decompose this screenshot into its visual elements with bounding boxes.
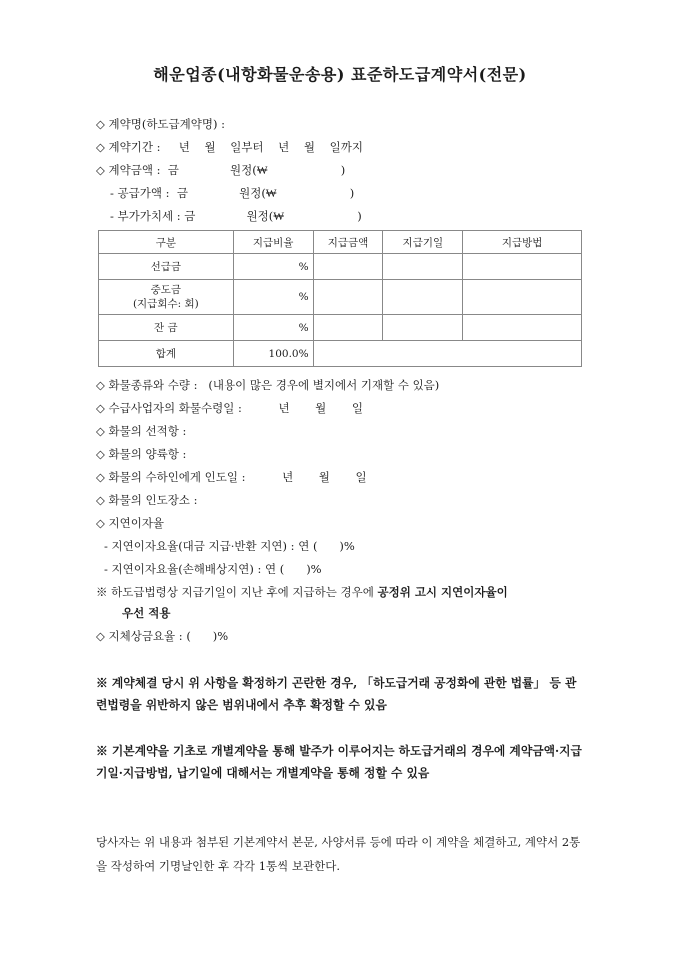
row-date bbox=[383, 315, 463, 341]
table-row bbox=[99, 280, 582, 315]
vat-field: - 부가가치세 : 금 원정(₩ ) bbox=[110, 209, 362, 223]
note-uncertain-terms: ※ 계약체결 당시 위 사항을 확정하기 곤란한 경우, 「하도급거래 공정화에 관한 법률」 등 관련법령을 위반하지 않은 범위내에서 추후 확정할 수 있음 bbox=[96, 676, 577, 712]
row-ratio: % bbox=[233, 315, 313, 341]
contract-period-field: ◇ 계약기간 : 년 월 일부터 년 월 일까지 bbox=[96, 140, 363, 154]
row-ratio: 100.0% bbox=[233, 341, 313, 367]
row-label bbox=[99, 280, 234, 315]
row-label: 선급금 bbox=[99, 254, 234, 280]
table-header-row bbox=[99, 231, 582, 254]
row-label-count: (지급회수: 회) bbox=[132, 298, 199, 310]
closing-paragraph: 당사자는 위 내용과 첨부된 기본계약서 본문, 사양서류 등에 따라 이 계약을 체결하고, 계약서 2통을 작성하여 기명날인한 후 각각 1통씩 보관한다. bbox=[96, 835, 581, 873]
delivery-place-field: ◇ 화물의 인도장소 : bbox=[96, 493, 198, 507]
header-date: 지급기일 bbox=[383, 231, 463, 254]
delay-rate-damages: - 지연이자요율(손해배상지연) : 연 ( )% bbox=[104, 562, 322, 576]
table-row bbox=[99, 315, 582, 341]
row-ratio: % bbox=[233, 254, 313, 280]
row-method bbox=[463, 280, 582, 315]
page-title: 해운업종(내항화물운송용) 표준하도급계약서(전문) bbox=[153, 65, 527, 84]
cargo-type-field: ◇ 화물종류와 수량 : (내용이 많은 경우에 별지에서 기재할 수 있음) bbox=[96, 378, 440, 392]
row-date bbox=[383, 280, 463, 315]
interest-notice-text: ※ 하도급법령상 지급기일이 지난 후에 지급하는 경우에 bbox=[96, 585, 378, 599]
receive-date-field: ◇ 수급사업자의 화물수령일 : 년 월 일 bbox=[96, 401, 363, 415]
delivery-date-field: ◇ 화물의 수하인에게 인도일 : 년 월 일 bbox=[96, 470, 367, 484]
header-amount: 지급금액 bbox=[313, 231, 383, 254]
row-label-main: 중도금 bbox=[150, 284, 182, 296]
payment-table bbox=[98, 230, 582, 367]
contract-name-field: ◇ 계약명(하도급계약명) : bbox=[96, 117, 225, 131]
table-row-total bbox=[99, 341, 582, 367]
row-method bbox=[463, 254, 582, 280]
row-ratio: % bbox=[233, 280, 313, 315]
row-amount bbox=[313, 254, 383, 280]
interest-notice-bold-line2: 우선 적용 bbox=[122, 606, 171, 620]
table-row bbox=[99, 254, 582, 280]
unloading-port-field: ◇ 화물의 양륙항 : bbox=[96, 447, 187, 461]
header-category: 구분 bbox=[99, 231, 234, 254]
interest-notice-bold: 공정위 고시 지연이자율이 bbox=[377, 585, 508, 599]
row-amount bbox=[313, 315, 383, 341]
row-date bbox=[383, 254, 463, 280]
penalty-rate-field: ◇ 지체상금요율 : ( )% bbox=[96, 629, 229, 643]
note-individual-contract: ※ 기본계약을 기초로 개별계약을 통해 발주가 이루어지는 하도급거래의 경우에 계약금액·지급기일·지급방법, 납기일에 대해서는 개별계약을 통해 정할 수 있음 bbox=[96, 744, 582, 780]
header-ratio: 지급비율 bbox=[233, 231, 313, 254]
loading-port-field: ◇ 화물의 선적항 : bbox=[96, 424, 187, 438]
row-label: 잔 금 bbox=[99, 315, 234, 341]
supply-amount-field: - 공급가액 : 금 원정(₩ ) bbox=[110, 186, 355, 200]
row-total-blank bbox=[313, 341, 581, 367]
header-method: 지급방법 bbox=[463, 231, 582, 254]
row-label: 합계 bbox=[99, 341, 234, 367]
delay-rate-payment: - 지연이자요율(대금 지급·반환 지연) : 연 ( )% bbox=[104, 539, 355, 553]
row-amount bbox=[313, 280, 383, 315]
interest-notice bbox=[96, 584, 508, 600]
row-method bbox=[463, 315, 582, 341]
delay-interest-field: ◇ 지연이자율 bbox=[96, 516, 165, 530]
contract-amount-field: ◇ 계약금액 : 금 원정(₩ ) bbox=[96, 163, 346, 177]
